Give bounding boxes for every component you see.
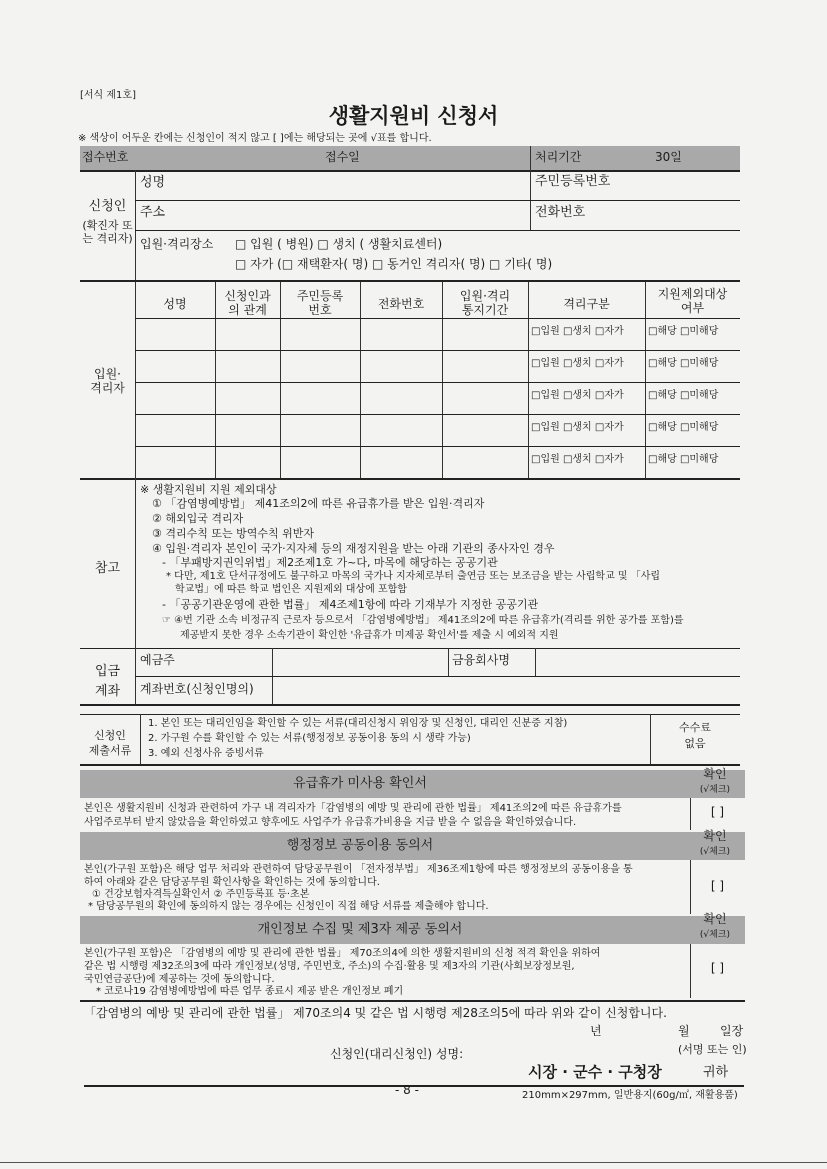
reference-line: - 「부패방지권익위법」제2조제1호 가~다, 마목에 해당하는 공공기관 [162,556,498,569]
address-label: 주소 [140,205,166,220]
bank-label: 금융회사명 [452,653,510,667]
consent-title-admin-info: 행정정보 공동이용 동의서 [286,838,434,853]
exclusion-checkbox[interactable]: □해당 □미해당 [648,358,719,369]
consent-check-sub: (√체크) [699,847,731,857]
processing-period-value: 30일 [655,150,682,164]
receipt-date-label: 접수일 [325,150,360,164]
page-title: 생활지원비 신청서 [328,104,499,128]
applicant-section-sub: (확진자 또는 격리자) [82,219,133,245]
consent-line: 사업주로부터 받지 않았음을 확인하였고 향후에도 사업주가 유급휴가비용을 지급 받을 수 없음을 확인하였습니다. [84,817,577,828]
document-line: 3. 예외 신청사유 증빙서류 [148,748,264,759]
isolation-type-checkbox[interactable]: □입원 □생치 □자가 [531,326,624,337]
page-number: - 8 - [395,1083,419,1097]
sign-note: (서명 또는 인) [678,1043,747,1056]
reference-line: * 다만, 제1호 단서규정에도 불구하고 마목의 국가나 지자체로부터 출연금 또는 보조금을 받는 사립학교 및 「사립 [166,571,661,582]
consent-line: 국민연금공단)에 제공하는 것에 동의합니다. [84,974,275,985]
consent-check-sub: (√체크) [699,785,731,795]
reference-line: - 「공공기관운영에 관한 법률」 제4조제1항에 따라 기재부가 지정한 공공기관 [162,598,539,611]
account-label: 계좌번호(신청인명의) [140,682,254,696]
applicant-section-label: 신청인 [88,199,127,214]
processing-period-label: 처리기간 [535,150,582,164]
exclusion-checkbox[interactable]: □해당 □미해당 [648,454,719,465]
fee-label: 수수료 [679,721,711,734]
col-header-exclusion: 지원제외대상 여부 [657,287,728,315]
documents-section-label: 신청인 제출서류 [88,729,132,758]
consent-line: 같은 법 시행령 제32조의3에 따라 개인정보(성명, 주민번호, 주소)의 수집·활용 및 제3자의 기관(사회보장정보원, [84,961,575,972]
consent-checkbox-paid-leave[interactable]: [ ] [710,805,725,819]
isolation-section-label: 입원· 격리자 [90,367,125,395]
consent-line: 본인(가구원 포함)은 「감염병의 예방 및 관리에 관한 법률」 제70조의4에 의한 생활지원비의 신청 적격 확인을 위하여 [84,948,601,959]
paper-spec: 210mm×297mm, 일반용지(60g/㎡, 재활용품) [522,1090,738,1101]
exclusion-checkbox[interactable]: □해당 □미해당 [648,326,719,337]
consent-line: * 담당공무원의 확인에 동의하지 않는 경우에는 신청인이 직접 해당 서류를 제출해야 합니다. [88,901,489,912]
phone-label: 전화번호 [535,205,586,220]
reference-line: 제공받지 못한 경우 소속기관이 확인한 '유급휴가 미제공 확인서'를 제출 시 예외적 지원 [180,630,559,641]
reference-line: ③ 격리수칙 또는 방역수칙 위반자 [152,527,314,540]
isolation-type-checkbox[interactable]: □입원 □생치 □자가 [531,358,624,369]
isolation-type-checkbox[interactable]: □입원 □생치 □자가 [531,454,624,465]
consent-checkbox-admin-info[interactable]: [ ] [710,879,725,893]
consent-line: * 코로나19 감염병예방법에 따른 업무 종료시 제공 받은 개인정보 폐기 [96,986,404,997]
place-options-line1: □ 입원 ( 병원) □ 생치 ( 생활치료센터) [235,237,443,251]
application-statement: 「감염병의 예방 및 관리에 관한 법률」 제70조의4 및 같은 법 시행령 제28조의5에 따라 위와 같이 신청합니다. [84,1006,667,1020]
col-header-rrn: 주민등록 번호 [296,289,344,317]
document-line: 1. 본인 또는 대리인임을 확인할 수 있는 서류(대리신청시 위임장 및 신청인, 대리인 신분증 지참) [148,718,568,729]
deposit-section-label: 입금 계좌 [94,664,121,699]
consent-check-label: 확인 [703,767,727,781]
day-label: 일장 [720,1024,744,1038]
month-label: 월 [678,1024,690,1038]
reference-section-label: 참고 [94,561,121,576]
form-label: [서식 제1호] [80,90,136,101]
addressee: 시장 · 군수 · 구청장 [528,1063,662,1081]
receipt-number-label: 접수번호 [82,150,129,164]
document-line: 2. 가구원 수를 확인할 수 있는 서류(행정정보 공동이용 동의 시 생략 가능) [148,733,471,744]
isolation-type-checkbox[interactable]: □입원 □생치 □자가 [531,390,624,401]
honorific: 귀하 [703,1065,729,1080]
col-header-type: 격리구분 [563,297,610,311]
signer-label: 신청인(대리신청인) 성명: [330,1047,464,1061]
col-header-name: 성명 [163,297,187,311]
consent-title-privacy: 개인정보 수집 및 제3자 제공 동의서 [257,922,463,937]
consent-line: 본인(가구원 포함)은 해당 업무 처리와 관련하여 담당공무원이 「전자정부법」 제36조제1항에 따른 행정정보의 공동이용을 통 [84,864,633,875]
fee-value: 없음 [684,737,706,750]
consent-check-label: 확인 [703,912,727,926]
reference-line: 학교법」에 따른 학교 법인은 지원제외 대상에 포함함 [175,584,407,595]
rrn-label: 주민등록번호 [535,174,611,189]
col-header-period: 입원·격리 통지기간 [459,289,511,317]
consent-check-sub: (√체크) [699,930,731,940]
instruction-note: ※ 색상이 어두운 칸에는 신청인이 적지 않고 [ ]에는 해당되는 곳에 √표를 합니다. [78,133,432,144]
consent-line: ① 건강보험자격득실확인서 ② 주민등록표 등·초본 [92,889,310,900]
consent-checkbox-privacy[interactable]: [ ] [710,961,725,975]
reference-line: ① 「감염병예방법」 제41조의2에 따른 유급휴가를 받은 입원·격리자 [152,497,485,510]
reference-line: ② 해외입국 격리자 [152,512,244,525]
consent-check-label: 확인 [703,829,727,843]
col-header-phone: 전화번호 [377,297,425,311]
reference-line: ※ 생활지원비 지원 제외대상 [140,483,277,496]
consent-line: 하여 아래와 같은 담당공무원 확인사항을 확인하는 것에 동의합니다. [84,877,380,888]
exclusion-checkbox[interactable]: □해당 □미해당 [648,390,719,401]
exclusion-checkbox[interactable]: □해당 □미해당 [648,422,719,433]
consent-title-paid-leave: 유급휴가 미사용 확인서 [293,776,427,791]
place-options-line2: □ 자가 (□ 재택환자( 명) □ 동거인 격리자( 명) □ 기타( 명) [235,257,553,271]
depositor-label: 예금주 [140,653,175,667]
place-label: 입원·격리장소 [140,237,214,251]
year-label: 년 [590,1024,602,1038]
reference-line: ④ 입원·격리자 본인이 국가·지자체 등의 재정지원을 받는 아래 기관의 종사자인 경우 [152,542,555,555]
col-header-relation: 신청인과 의 관계 [224,289,271,317]
consent-line: 본인은 생활지원비 신청과 관련하여 가구 내 격리자가「감염병의 예방 및 관리에 관한 법률」 제41조의2에 따른 유급휴가를 [84,803,622,814]
isolation-type-checkbox[interactable]: □입원 □생치 □자가 [531,422,624,433]
reference-line: ☞ ④번 기관 소속 비정규직 근로자 등으로서 「감염병예방법」 제41조의2에 따른 유급휴가(격리를 위한 공가를 포함)를 [162,615,684,626]
receipt-row [80,146,740,170]
name-label: 성명 [140,175,166,190]
